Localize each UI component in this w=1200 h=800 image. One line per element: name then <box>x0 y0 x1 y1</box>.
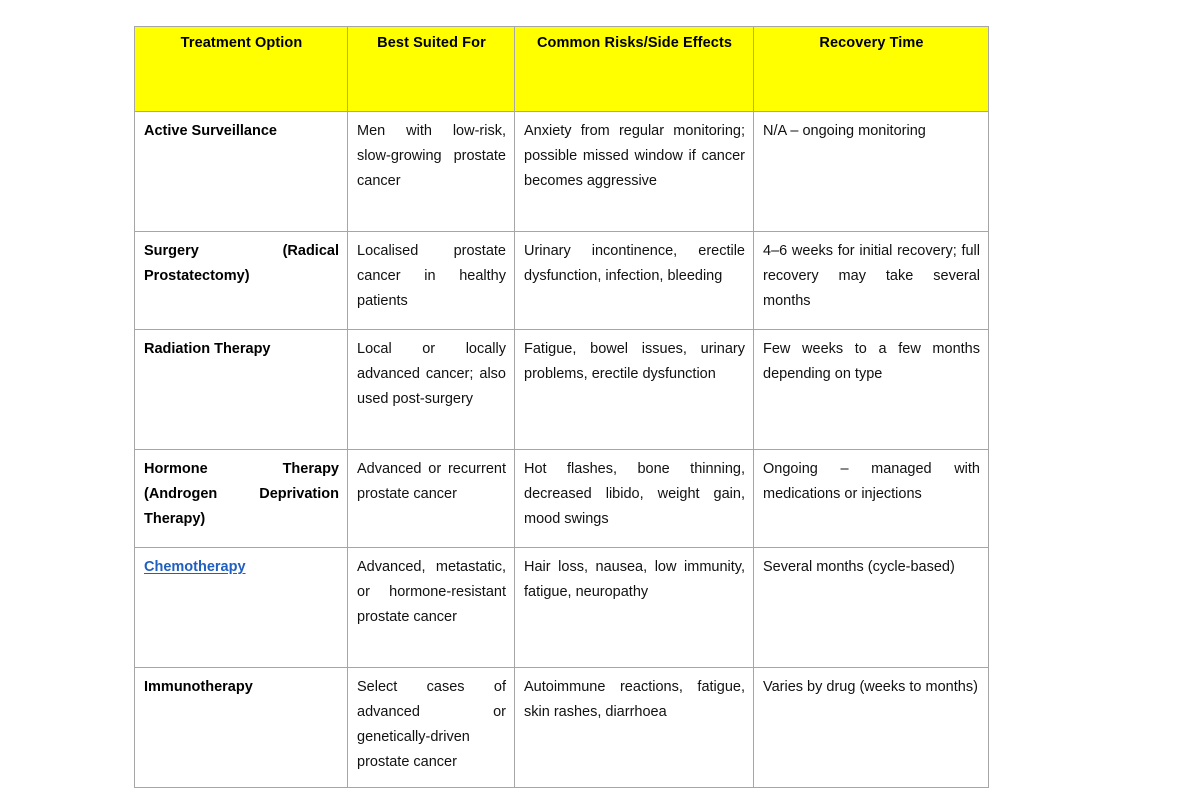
column-header-best-suited-for <box>348 27 515 112</box>
cell-best-suited-for <box>348 668 515 788</box>
cell-treatment-option <box>135 330 348 450</box>
cell-recovery-time <box>754 668 989 788</box>
recovery-time-text: Varies by drug (weeks to months) <box>763 679 978 695</box>
common-risks-text: Urinary incontinence, erectile dysfunction, infection, bleeding <box>524 243 745 284</box>
common-risks-text: Hot flashes, bone thinning, decreased libido, weight gain, mood swings <box>524 461 745 527</box>
column-header-common-risks <box>515 27 754 112</box>
cell-common-risks <box>515 232 754 330</box>
recovery-time-text: Several months (cycle-based) <box>763 559 955 575</box>
table-header-row <box>135 27 989 112</box>
treatment-options-table <box>134 26 989 788</box>
cell-common-risks <box>515 112 754 232</box>
table-header <box>135 27 989 112</box>
column-header-treatment-option <box>135 27 348 112</box>
column-header-treatment-option-label: Treatment Option <box>180 35 303 51</box>
best-suited-for-text: Advanced or recurrent prostate cancer <box>357 461 506 502</box>
table-row <box>135 330 989 450</box>
cell-recovery-time <box>754 330 989 450</box>
recovery-time-text: Few weeks to a few months depending on type <box>763 341 980 382</box>
best-suited-for-text: Men with low-risk, slow-growing prostate cancer <box>357 123 506 189</box>
table-row <box>135 548 989 668</box>
column-header-best-suited-for-label: Best Suited For <box>377 35 486 51</box>
recovery-time-text: 4–6 weeks for initial recovery; full recovery may take several months <box>763 243 980 309</box>
cell-recovery-time <box>754 450 989 548</box>
cell-recovery-time <box>754 112 989 232</box>
common-risks-text: Anxiety from regular monitoring; possible missed window if cancer becomes aggressive <box>524 123 745 189</box>
cell-recovery-time <box>754 232 989 330</box>
best-suited-for-text: Advanced, metastatic, or hormone-resistant prostate cancer <box>357 559 506 625</box>
cell-best-suited-for <box>348 548 515 668</box>
table-row <box>135 668 989 788</box>
treatment-option-name: Surgery (Radical Prostatectomy) <box>144 243 339 284</box>
best-suited-for-text: Local or locally advanced cancer; also used post-surgery <box>357 341 506 407</box>
common-risks-text: Hair loss, nausea, low immunity, fatigue, neuropathy <box>524 559 745 600</box>
cell-best-suited-for <box>348 232 515 330</box>
treatment-option-name: Radiation Therapy <box>144 341 271 357</box>
cell-treatment-option <box>135 232 348 330</box>
table-row <box>135 112 989 232</box>
treatment-option-name: Immunotherapy <box>144 679 253 695</box>
cell-common-risks <box>515 548 754 668</box>
cell-recovery-time <box>754 548 989 668</box>
cell-common-risks <box>515 668 754 788</box>
table-row <box>135 450 989 548</box>
cell-best-suited-for <box>348 112 515 232</box>
common-risks-text: Autoimmune reactions, fatigue, skin rashes, diarrhoea <box>524 679 745 720</box>
recovery-time-text: Ongoing – managed with medications or injections <box>763 461 980 502</box>
table-row <box>135 232 989 330</box>
cell-treatment-option <box>135 668 348 788</box>
treatment-option-name: Active Surveillance <box>144 123 277 139</box>
cell-common-risks <box>515 330 754 450</box>
column-header-common-risks-label: Common Risks/Side Effects <box>536 35 733 51</box>
cell-treatment-option <box>135 548 348 668</box>
cell-treatment-option <box>135 450 348 548</box>
common-risks-text: Fatigue, bowel issues, urinary problems, erectile dysfunction <box>524 341 745 382</box>
treatment-table-wrapper <box>134 26 988 788</box>
cell-common-risks <box>515 450 754 548</box>
cell-best-suited-for <box>348 330 515 450</box>
chemotherapy-link[interactable]: Chemotherapy <box>144 559 246 575</box>
recovery-time-text: N/A – ongoing monitoring <box>763 123 926 139</box>
cell-treatment-option <box>135 112 348 232</box>
table-body <box>135 112 989 788</box>
best-suited-for-text: Select cases of advanced or genetically-driven prostate cancer <box>357 679 506 770</box>
column-header-recovery-time-label: Recovery Time <box>819 35 924 51</box>
cell-best-suited-for <box>348 450 515 548</box>
best-suited-for-text: Localised prostate cancer in healthy patients <box>357 243 506 309</box>
treatment-option-name: Hormone Therapy (Androgen Deprivation Therapy) <box>144 461 339 527</box>
column-header-recovery-time <box>754 27 989 112</box>
